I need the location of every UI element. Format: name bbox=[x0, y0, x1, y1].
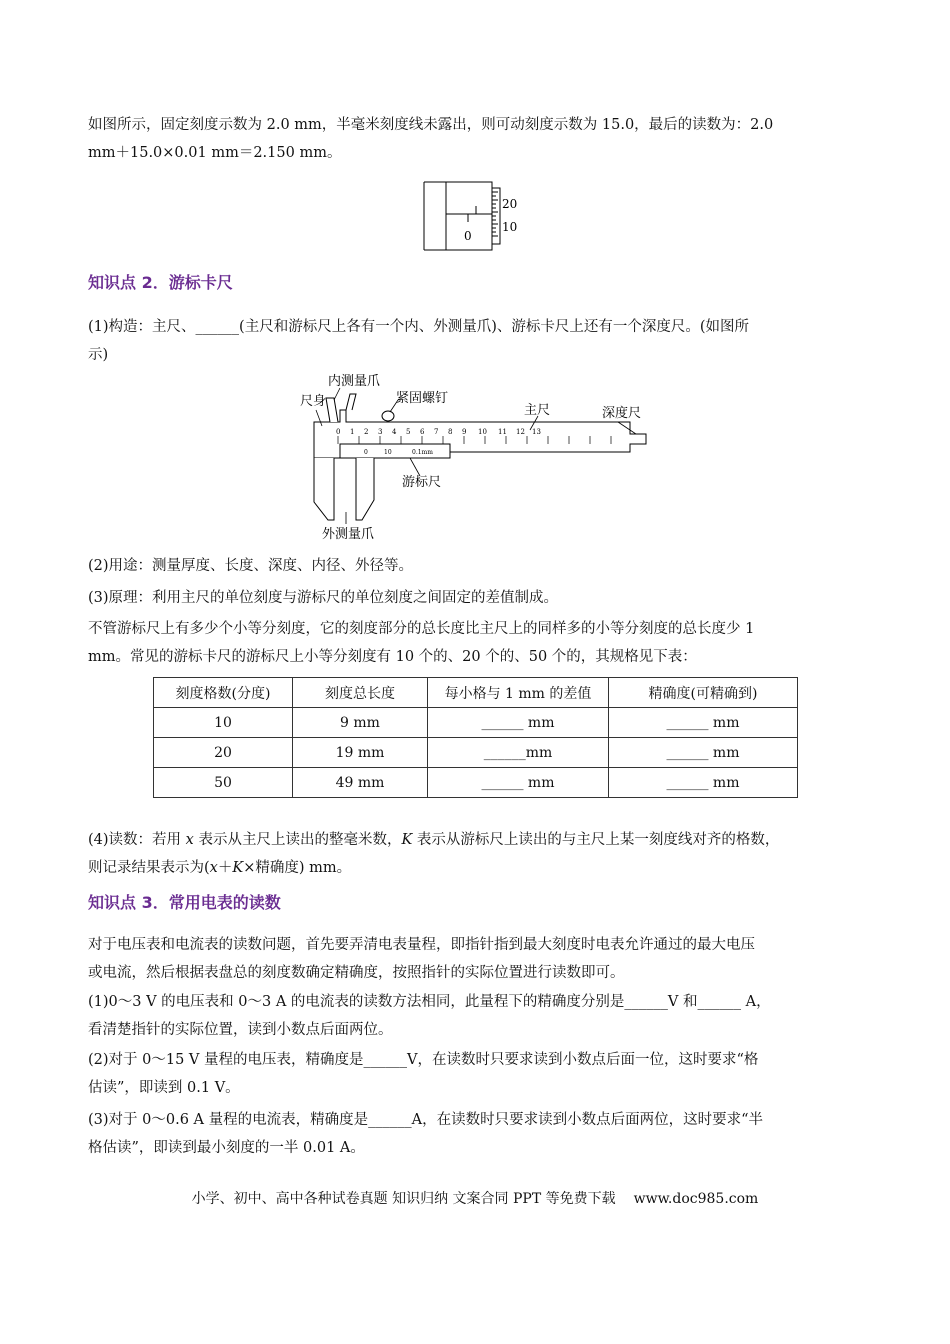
label-depth-gauge: 深度尺 bbox=[602, 406, 642, 421]
main-scale-number: 13 bbox=[532, 428, 541, 436]
table-cell: 10 bbox=[154, 708, 293, 738]
section-2-paragraph-1 bbox=[88, 313, 876, 369]
label-main-scale: 主尺 bbox=[524, 403, 551, 418]
table-header: 每小格与 1 mm 的差值 bbox=[428, 678, 609, 708]
label-body: 尺身 bbox=[300, 394, 327, 409]
main-scale-number: 9 bbox=[462, 428, 467, 436]
section-2-p5-line-1 bbox=[88, 826, 876, 854]
micrometer-label-0: 0 bbox=[464, 229, 472, 243]
main-scale-number: 6 bbox=[420, 428, 425, 436]
text-run: 表示从主尺上读出的整毫米数， bbox=[193, 832, 402, 848]
intro-paragraph bbox=[88, 111, 876, 167]
label-outer-jaw: 外测量爪 bbox=[322, 527, 375, 542]
footer-url[interactable]: www.doc985.com bbox=[633, 1191, 759, 1207]
section-3-p2-line-1: (1)0～3 V 的电压表和 0～3 A 的电流表的读数方法相同，此量程下的精确度分别是______V 和______ A， bbox=[88, 994, 771, 1010]
micrometer-label-20: 20 bbox=[502, 197, 518, 211]
section-2-p5-line-2 bbox=[88, 854, 876, 882]
table-cell: 50 bbox=[154, 768, 293, 798]
main-scale-number: 0 bbox=[336, 428, 341, 436]
table-cell: ______ mm bbox=[428, 708, 609, 738]
intro-line-1: 如图所示，固定刻度示数为 2.0 mm，半毫米刻度线未露出，则可动刻度示数为 15.0，最后的读数为：2.0 bbox=[88, 117, 774, 133]
table-header: 刻度总长度 bbox=[293, 678, 428, 708]
table-cell: ______ mm bbox=[609, 708, 798, 738]
section-3-p1-line-1: 对于电压表和电流表的读数问题，首先要弄清电表量程，即指针指到最大刻度时电表允许通过的最大电压 bbox=[88, 937, 755, 953]
section-3-p4-line-2: 格估读”，即读到最小刻度的一半 0.01 A。 bbox=[88, 1140, 365, 1156]
page-footer bbox=[0, 1188, 950, 1208]
footer-text: 小学、初中、高中各种试卷真题 知识归纳 文案合同 PPT 等免费下载 bbox=[191, 1191, 616, 1207]
vernier-precision: 0.1mm bbox=[412, 449, 433, 456]
section-2-title: 知识点 2．游标卡尺 bbox=[88, 273, 233, 292]
section-3-title: 知识点 3．常用电表的读数 bbox=[88, 893, 281, 912]
micrometer-label-10: 10 bbox=[502, 220, 518, 234]
main-scale-number: 11 bbox=[498, 428, 507, 436]
section-2-paragraph-5 bbox=[88, 826, 876, 882]
label-inner-jaw: 内测量爪 bbox=[328, 374, 381, 389]
table-cell: ______ mm bbox=[609, 738, 798, 768]
section-2-p1-line-1: (1)构造：主尺、______(主尺和游标尺上各有一个内、外测量爪)、游标卡尺上还有一个深度尺。(如图所 bbox=[88, 319, 750, 335]
section-3-paragraph-4 bbox=[88, 1106, 876, 1162]
variable-x: x bbox=[185, 832, 194, 848]
variable-x: x bbox=[209, 860, 218, 876]
table-row bbox=[154, 738, 798, 768]
section-2-paragraph-2: (2)用途：测量厚度、长度、深度、内径、外径等。 bbox=[88, 558, 414, 574]
main-scale-number: 2 bbox=[364, 428, 369, 436]
section-2-paragraph-3: (3)原理：利用主尺的单位刻度与游标尺的单位刻度之间固定的差值制成。 bbox=[88, 590, 559, 606]
text-run: 则记录结果表示为( bbox=[88, 860, 210, 876]
section-2-p4-line-2: mm。常见的游标卡尺的游标尺上小等分刻度有 10 个的、20 个的、50 个的，其规格见下表： bbox=[88, 649, 697, 665]
section-2-p4-line-1: 不管游标尺上有多少个小等分刻度，它的刻度部分的总长度比主尺上的同样多的小等分刻度的总长度少 1 bbox=[88, 621, 755, 637]
text-run: ＋ bbox=[217, 860, 233, 876]
table-header: 精确度(可精确到) bbox=[609, 678, 798, 708]
section-2-paragraph-4 bbox=[88, 615, 876, 671]
vernier-number: 10 bbox=[384, 449, 392, 456]
table-row bbox=[154, 708, 798, 738]
label-vernier: 游标尺 bbox=[402, 475, 442, 490]
table-cell: 20 bbox=[154, 738, 293, 768]
main-scale-number: 5 bbox=[406, 428, 411, 436]
table-cell: ______ mm bbox=[609, 768, 798, 798]
table-cell: ______mm bbox=[428, 738, 609, 768]
section-3-paragraph-2 bbox=[88, 988, 876, 1044]
table-header-row bbox=[154, 678, 798, 708]
section-3-p4-line-1: (3)对于 0～0.6 A 量程的电流表，精确度是______A，在读数时只要求读到小数点后面两位，这时要求“半 bbox=[88, 1112, 764, 1128]
text-run: ×精确度) mm。 bbox=[243, 860, 352, 876]
vernier-number: 0 bbox=[364, 449, 368, 456]
main-scale-number: 8 bbox=[448, 428, 453, 436]
table-cell: ______ mm bbox=[428, 768, 609, 798]
main-scale-number: 3 bbox=[378, 428, 383, 436]
section-3-paragraph-1 bbox=[88, 931, 876, 987]
text-run: 表示从游标尺上读出的与主尺上某一刻度线对齐的格数， bbox=[412, 832, 780, 848]
intro-line-2: mm＋15.0×0.01 mm＝2.150 mm。 bbox=[88, 145, 342, 161]
section-2-p1-line-2: 示) bbox=[88, 347, 109, 363]
table-cell: 9 mm bbox=[293, 708, 428, 738]
vernier-spec-table bbox=[153, 677, 798, 798]
variable-K: K bbox=[232, 860, 244, 876]
table-cell: 49 mm bbox=[293, 768, 428, 798]
main-scale-number: 10 bbox=[478, 428, 487, 436]
main-scale-number: 4 bbox=[392, 428, 397, 436]
main-scale-number: 1 bbox=[350, 428, 355, 436]
section-3-p3-line-1: (2)对于 0～15 V 量程的电压表，精确度是______V，在读数时只要求读到小数点后面一位，这时要求“格 bbox=[88, 1052, 759, 1068]
variable-K: K bbox=[401, 832, 413, 848]
main-scale-number: 7 bbox=[434, 428, 439, 436]
section-3-p2-line-2: 看清楚指针的实际位置，读到小数点后面两位。 bbox=[88, 1022, 393, 1038]
section-3-paragraph-3 bbox=[88, 1046, 876, 1102]
table-header: 刻度格数(分度) bbox=[154, 678, 293, 708]
section-3-p1-line-2: 或电流，然后根据表盘总的刻度数确定精确度，按照指针的实际位置进行读数即可。 bbox=[88, 965, 625, 981]
section-3-p3-line-2: 估读”，即读到 0.1 V。 bbox=[88, 1080, 240, 1096]
table-cell: 19 mm bbox=[293, 738, 428, 768]
main-scale-number: 12 bbox=[516, 428, 525, 436]
text-run: (4)读数：若用 bbox=[88, 832, 186, 848]
table-row bbox=[154, 768, 798, 798]
micrometer-figure bbox=[418, 178, 534, 254]
vernier-caliper-figure bbox=[300, 372, 652, 544]
label-locking-screw: 紧固螺钉 bbox=[396, 391, 449, 406]
